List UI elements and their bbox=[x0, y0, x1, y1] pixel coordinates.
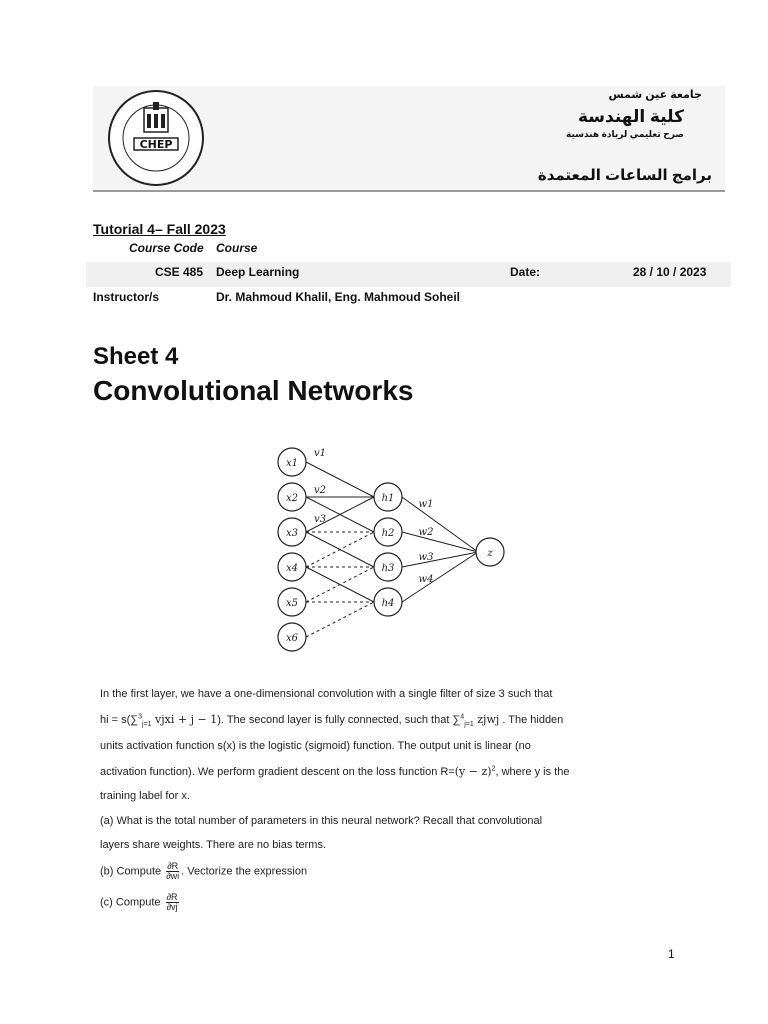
date-label: Date: bbox=[510, 265, 541, 279]
instructor-label: Instructor/s bbox=[93, 290, 160, 304]
logo-text: CHEP bbox=[139, 138, 173, 151]
node-label: x4 bbox=[285, 563, 299, 574]
date-value: 28 / 10 / 2023 bbox=[633, 265, 707, 279]
node-label: x3 bbox=[285, 528, 299, 539]
fraction-numerator: ∂R bbox=[167, 861, 179, 871]
math-expr: zjwj bbox=[473, 713, 500, 726]
tutorial-title: Tutorial 4– Fall 2023 bbox=[93, 221, 226, 237]
problem-line-5: training label for x. bbox=[100, 790, 190, 802]
sheet-number: Sheet 4 bbox=[93, 343, 179, 370]
arabic-subtitle: صرح تعليمي لريادة هندسية bbox=[566, 129, 684, 139]
node-label: x2 bbox=[285, 493, 299, 504]
fraction bbox=[166, 862, 179, 881]
edge-label: v3 bbox=[313, 514, 327, 525]
faculty-logo bbox=[100, 88, 212, 188]
text-run: . The hidden bbox=[499, 714, 564, 726]
text-run: hi = s( bbox=[100, 714, 131, 726]
edge-label: v1 bbox=[313, 448, 327, 459]
sum-lower: j=1 bbox=[142, 721, 152, 729]
problem-line-4 bbox=[100, 765, 569, 778]
sum-symbol: ∑ bbox=[452, 714, 461, 726]
network-diagram bbox=[268, 440, 508, 660]
math-expr: vjxi + j − 1 bbox=[151, 713, 218, 726]
page-number: 1 bbox=[668, 947, 675, 961]
fraction bbox=[166, 893, 179, 912]
math-expr: (y − z) bbox=[454, 765, 492, 778]
edge-label: v2 bbox=[313, 485, 327, 496]
text-run: (b) Compute bbox=[100, 865, 165, 878]
arabic-university: جامعة عين شمس bbox=[608, 89, 702, 101]
sum-upper: 4 bbox=[460, 713, 465, 721]
text-run: ). The second layer is fully connected, such that bbox=[217, 714, 453, 726]
node-label: h3 bbox=[381, 563, 395, 574]
node-label: h1 bbox=[381, 493, 395, 504]
edge-label: w3 bbox=[418, 552, 434, 563]
arabic-programs: برامج الساعات المعتمدة bbox=[537, 167, 712, 184]
edge-label: w1 bbox=[418, 499, 434, 510]
problem-line-1: In the first layer, we have a one-dimensional convolution with a single filter of size 3 such that bbox=[100, 688, 553, 700]
text-run: , where y is the bbox=[495, 766, 570, 778]
course-code-label: Course Code bbox=[129, 241, 204, 255]
question-c bbox=[100, 893, 181, 912]
sheet-title: Convolutional Networks bbox=[93, 375, 414, 406]
fraction-denominator: ∂vj bbox=[166, 902, 178, 912]
question-a-line-1: (a) What is the total number of parameters in this neural network? Recall that convolutional bbox=[100, 815, 543, 827]
instructor-value: Dr. Mahmoud Khalil, Eng. Mahmoud Soheil bbox=[216, 290, 461, 304]
node-label: x6 bbox=[285, 633, 299, 644]
arabic-faculty: كلية الهندسة bbox=[577, 107, 684, 126]
course-label: Course bbox=[216, 241, 258, 255]
header-divider bbox=[93, 190, 725, 192]
problem-line-3: units activation function s(x) is the logistic (sigmoid) function. The output unit is linear (no bbox=[100, 740, 531, 752]
edge-label: w2 bbox=[418, 527, 434, 538]
node-label: x5 bbox=[285, 598, 299, 609]
text-run: activation function). We perform gradient descent on the loss function R= bbox=[100, 766, 455, 778]
node-label: x1 bbox=[285, 458, 299, 469]
node-label: z bbox=[487, 548, 493, 559]
question-b bbox=[100, 862, 307, 881]
course-name: Deep Learning bbox=[216, 265, 300, 279]
sum-lower: j=1 bbox=[464, 721, 474, 729]
node-label: h2 bbox=[381, 528, 395, 539]
node-label: h4 bbox=[381, 598, 395, 609]
fraction-numerator: ∂R bbox=[166, 892, 178, 902]
text-run: . Vectorize the expression bbox=[181, 865, 308, 878]
course-code: CSE 485 bbox=[155, 265, 204, 279]
text-run: (c) Compute bbox=[100, 896, 164, 909]
exponent: 2 bbox=[491, 765, 496, 773]
sum-upper: 3 bbox=[138, 713, 143, 721]
question-a-line-2: layers share weights. There are no bias terms. bbox=[100, 839, 327, 851]
sum-symbol: ∑ bbox=[130, 714, 139, 726]
fraction-denominator: ∂wi bbox=[166, 871, 180, 881]
problem-line-2 bbox=[100, 713, 563, 728]
edge-label: w4 bbox=[418, 574, 434, 585]
